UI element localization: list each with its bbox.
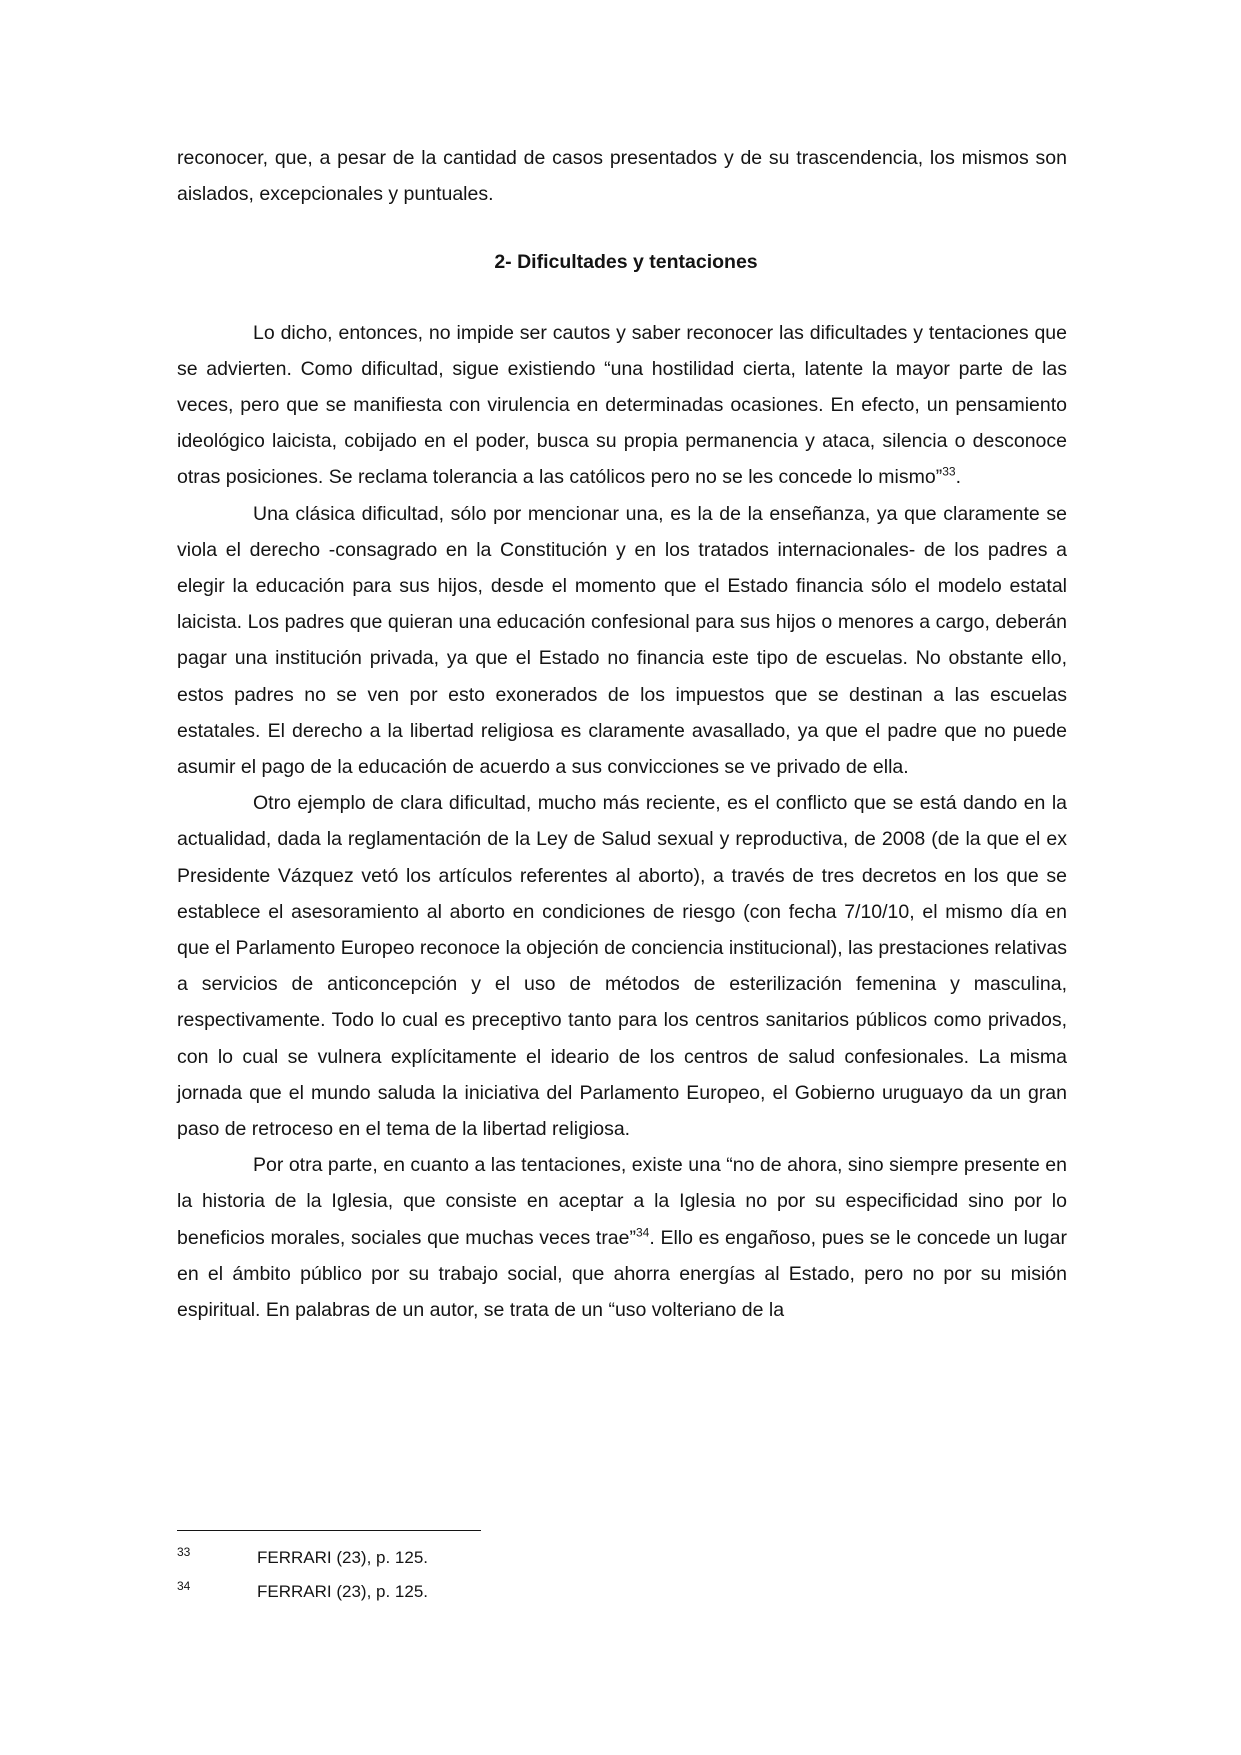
paragraph-3 [177,785,1067,1147]
paragraph-2-text: Una clásica dificultad, sólo por mencionar una, es la de la enseñanza, ya que claramente se viola el derecho -consagrado en la Constitución y en los tratados internacionales- de los padres a elegir la educación para sus hijos, desde el momento que el Estado financia sólo el modelo estatal laicista. Los padres que quieran una educación confesional para sus hijos o menores a cargo, deberán pagar una institución privada, ya que el Estado no financia este tipo de escuelas. No obstante ello, estos padres no se ven por esto exonerados de los impuestos que se destinan a las escuelas estatales. El derecho a la libertad religiosa es claramente avasallado, ya que el padre que no puede asumir el pago de la educación de acuerdo a sus convicciones se ve privado de ella. [177,502,1067,779]
footnote-item [177,1577,1067,1611]
paragraph-4-tail: . Ello es engañoso, pues se le concede un lugar en el ámbito público por su trabajo social, que ahorra energías al Estado, pero no por su misión espiritual. En palabras de un autor, se trata de un “uso volteriano de la [177,1226,1067,1322]
footnote-text: FERRARI (23), p. 125. [257,1548,429,1567]
paragraph-1-tail: . [955,466,961,489]
paragraph-2 [177,496,1067,786]
footnote-separator [177,1530,481,1531]
paragraph-1 [177,315,1067,496]
section-heading: 2- Dificultades y tentaciones [494,251,758,274]
footnote-ref-34[interactable]: 34 [636,1225,650,1240]
footnote-number: 34 [177,1579,191,1593]
paragraph-4-text: Por otra parte, en cuanto a las tentaciones, existe una “no de ahora, sino siempre presente en la historia de la Iglesia, que consiste en aceptar a la Iglesia no por su especificidad sino por lo beneficios morales, sociales que muchas veces trae” [177,1154,1067,1249]
document-body [177,140,1067,1328]
paragraph-1-text: Lo dicho, entonces, no impide ser cautos y saber reconocer las dificultades y tentaciones que se advierten. Como dificultad, sigue existiendo “una hostilidad cierta, latente la mayor parte de las veces, pero que se manifiesta con virulencia en determinadas ocasiones. En efecto, un pensamiento ideológico laicista, cobijado en el poder, busca su propia permanencia y ataca, silencia o desconoce otras posiciones. Se reclama tolerancia a las católicos pero no se les concede lo mismo” [177,321,1067,489]
intro-text: reconocer, que, a pesar de la cantidad de casos presentados y de su trascendencia, los mismos son aislados, excepcionales y puntuales. [177,147,1067,206]
intro-paragraph [177,140,1067,212]
footnote-item [177,1543,1067,1577]
footnote-number: 33 [177,1545,191,1559]
footnotes [177,1530,1067,1611]
paragraph-4 [177,1147,1067,1328]
footnote-ref-33[interactable]: 33 [942,464,956,479]
paragraph-3-text: Otro ejemplo de clara dificultad, mucho más reciente, es el conflicto que se está dando en la actualidad, dada la reglamentación de la Ley de Salud sexual y reproductiva, de 2008 (de la que el ex Presidente Vázquez vetó los artículos referentes al aborto), a través de tres decretos en los que se establece el asesoramiento al aborto en condiciones de riesgo (con fecha 7/10/10, el mismo día en que el Parlamento Europeo reconoce la objeción de conciencia institucional), las prestaciones relativas a servicios de anticoncepción y el uso de métodos de esterilización femenina y masculina, respectivamente. Todo lo cual es preceptivo tanto para los centros sanitarios públicos como privados, con lo cual se vulnera explícitamente el ideario de los centros de salud confesionales. La misma jornada que el mundo saluda la iniciativa del Parlamento Europeo, el Gobierno uruguayo da un gran paso de retroceso en el tema de la libertad religiosa. [177,792,1067,1141]
footnote-text: FERRARI (23), p. 125. [257,1582,429,1601]
